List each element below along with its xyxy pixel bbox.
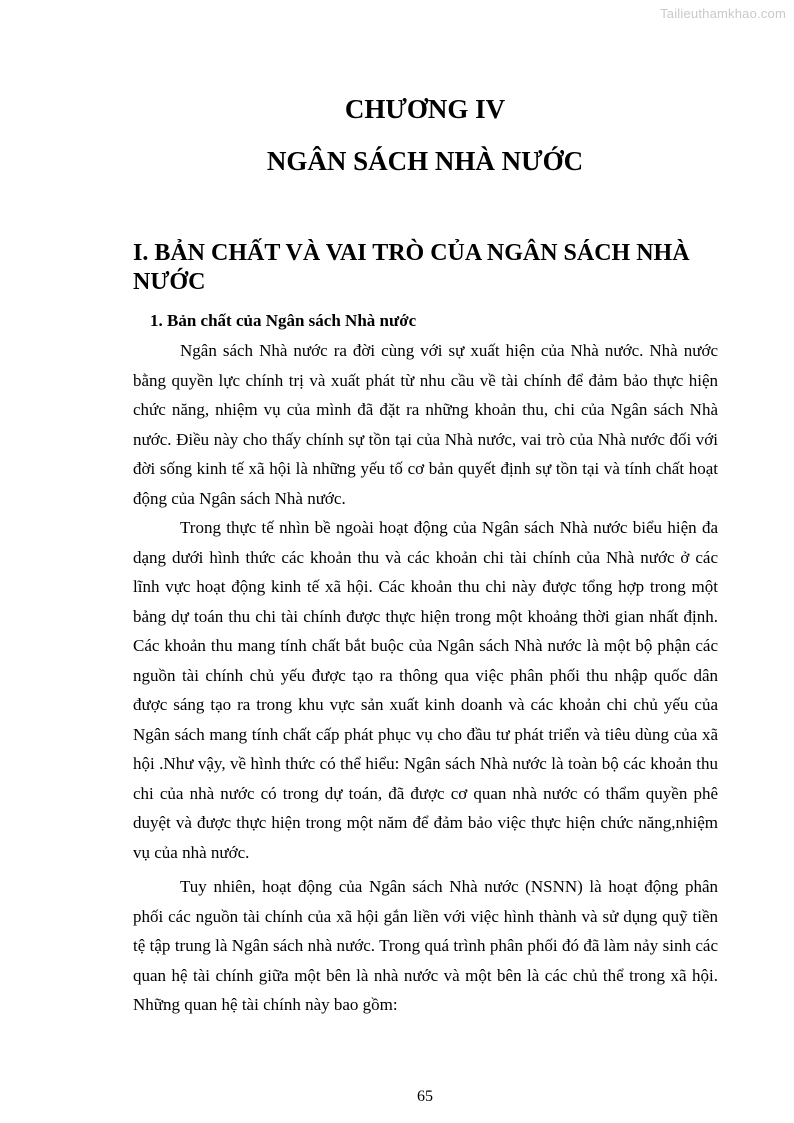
page-number: 65 [417,1088,433,1105]
body-paragraph: Trong thực tế nhìn bề ngoài hoạt động của Ngân sách Nhà nước biểu hiện đa dạng dưới hình thức các khoản thu và các khoản chi tài chính của Nhà nước ở các lĩnh vực hoạt động kinh tế xã hội. Các khoản thu chi này được tổng hợp trong một bảng dự toán thu chi tài chính được thực hiện trong một khoảng thời gian nhất định. Các khoản thu mang tính chất bắt buộc của Ngân sách Nhà nước là một bộ phận các nguồn tài chính chủ yếu được tạo ra thông qua việc phân phối thu nhập quốc dân được sáng tạo ra trong khu vực sản xuất kinh doanh và các khoản chi chủ yếu của Ngân sách mang tính chất cấp phát phục vụ cho đầu tư phát triển và tiêu dùng của xã hội .Như vậy, về hình thức có thể hiểu: Ngân sách Nhà nước là toàn bộ các khoản thu chi của nhà nước có trong dự toán, đã được cơ quan nhà nước có thẩm quyền phê duyệt và được thực hiện trong một năm để đảm bảo việc thực hiện chức năng,nhiệm vụ của nhà nước. [133,518,718,862]
section-heading: I. BẢN CHẤT VÀ VAI TRÒ CỦA NGÂN SÁCH NHÀ NƯỚC [133,240,690,295]
subsection-heading: 1. Bản chất của Ngân sách Nhà nước [150,311,417,330]
chapter-number: CHƯƠNG IV [344,94,506,124]
chapter-title: NGÂN SÁCH NHÀ NƯỚC [266,146,584,176]
body-paragraph: Ngân sách Nhà nước ra đời cùng với sự xuất hiện của Nhà nước. Nhà nước bằng quyền lực chính trị và xuất phát từ nhu cầu về tài chính để đảm bảo thực hiện chức năng, nhiệm vụ của mình đã đặt ra những khoản thu, chi của Ngân sách Nhà nước. Điều này cho thấy chính sự tồn tại của Nhà nước, vai trò của Nhà nước đối với đời sống kinh tế xã hội là những yếu tố cơ bản quyết định sự tồn tại và tính chất hoạt động của Ngân sách Nhà nước. [133,341,718,508]
watermark: Tailieuthamkhao.com [660,6,786,21]
body-paragraph: Tuy nhiên, hoạt động của Ngân sách Nhà nước (NSNN) là hoạt động phân phối các nguồn tài chính của xã hội gắn liền với việc hình thành và sử dụng quỹ tiền tệ tập trung là Ngân sách nhà nước. Trong quá trình phân phối đó đã làm nảy sinh các quan hệ tài chính giữa một bên là nhà nước và một bên là các chủ thể trong xã hội. Những quan hệ tài chính này bao gồm: [133,877,718,1014]
